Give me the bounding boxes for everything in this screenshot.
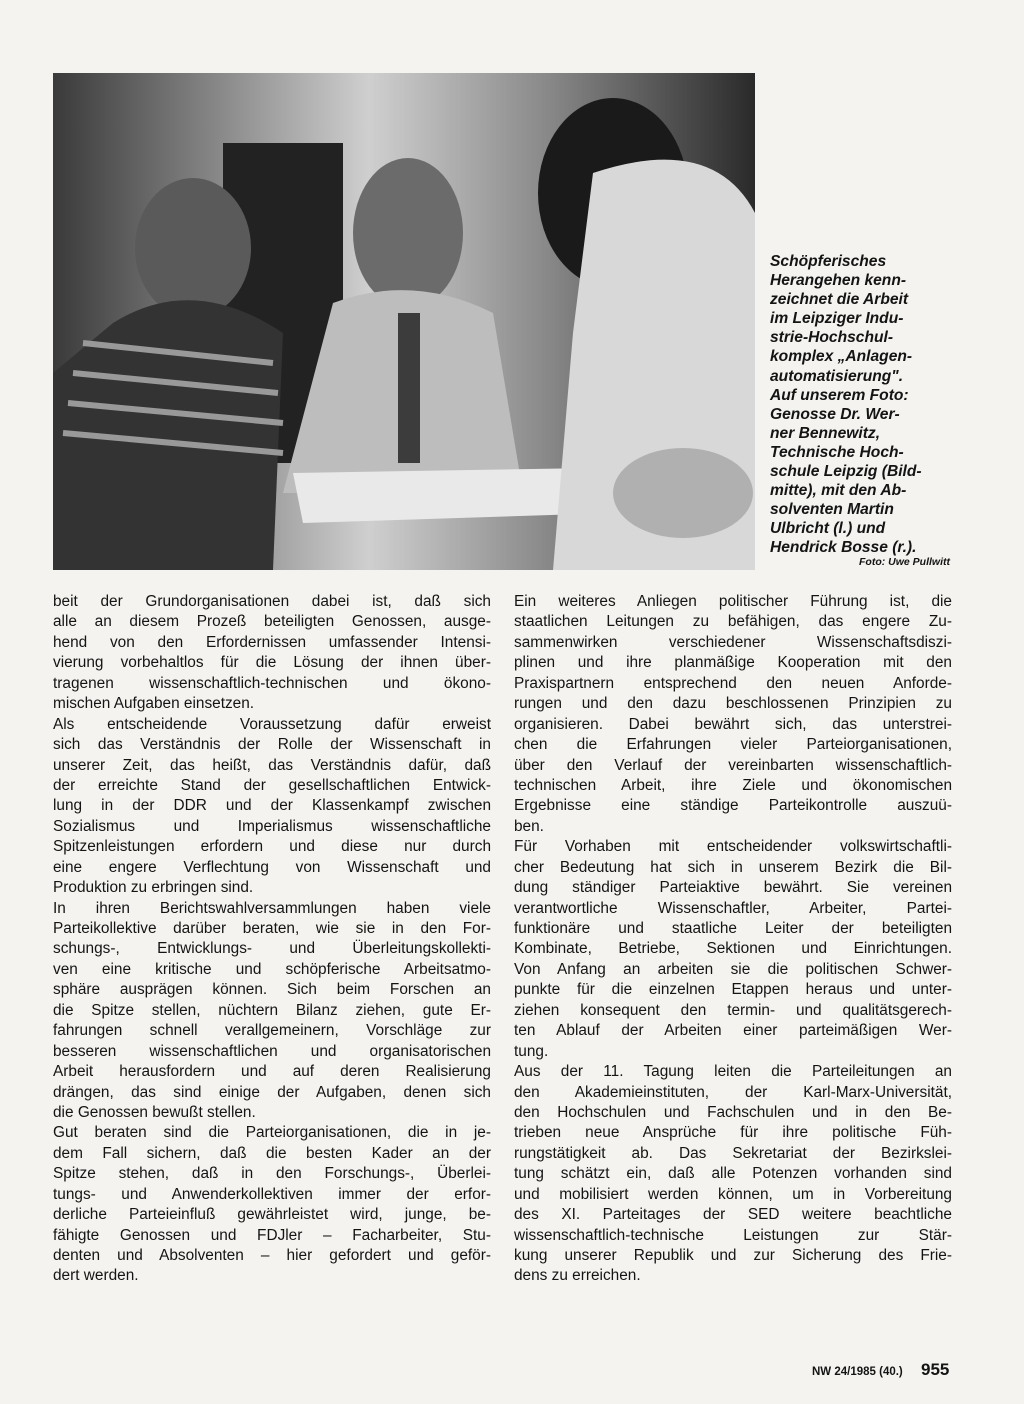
paragraph-line: staatlichen Leitungen zu befähigen, das engere Zu- bbox=[514, 613, 952, 631]
paragraph-line: vierung vorbehaltlos für die Lösung der ihnen über- bbox=[53, 654, 491, 672]
paragraph-line: tung. bbox=[514, 1042, 549, 1060]
paragraph-line: Produktion zu erbringen sind. bbox=[53, 879, 254, 897]
paragraph-line: sich das Verständnis der Rolle der Wissenschaft in bbox=[53, 736, 491, 754]
paragraph-line: organisieren. Dabei bewährt sich, das unterstrei- bbox=[514, 715, 952, 733]
paragraph-line: unserer Zeit, das heißt, das Verständnis dafür, daß bbox=[53, 756, 491, 774]
paragraph-line: kung unserer Republik und zur Sicherung des Frie- bbox=[514, 1247, 952, 1264]
paragraph-line: rungen und den dazu beschlossenen Prinzipien zu bbox=[514, 695, 952, 713]
paragraph-line: alle an diesem Prozeß beteiligten Genossen, ausge- bbox=[53, 613, 491, 631]
paragraph-line: fähigte Genossen und FDJler – Facharbeiter, Stu- bbox=[53, 1226, 491, 1244]
paragraph-line: punkte für die einzelnen Etappen heraus und unter- bbox=[514, 981, 952, 999]
paragraph-line: dem Fall sichern, daß die besten Kader an der bbox=[53, 1144, 491, 1162]
paragraph-line: Als entscheidende Voraussetzung dafür erweist bbox=[53, 715, 491, 733]
paragraph-line: die Spitze stellen, nüchtern Bilanz ziehen, gute Er- bbox=[53, 1001, 491, 1019]
caption-line: Herangehen kenn- bbox=[770, 272, 907, 290]
left-column-text bbox=[53, 592, 491, 1287]
paragraph-line: technischen Arbeit, ihre Ziele und ökonomischen bbox=[514, 776, 952, 794]
photo-three-men-at-desk bbox=[53, 73, 755, 570]
paragraph-line: chen die Erfahrungen vieler Parteiorganisationen, bbox=[514, 736, 952, 754]
paragraph-line: sphäre ausprägen können. Sich beim Forschen an bbox=[53, 981, 491, 999]
photo-credit: Foto: Uwe Pullwitt bbox=[859, 556, 950, 568]
caption-line: komplex „Anlagen- bbox=[770, 348, 913, 366]
paragraph-line: ten Ablauf der Arbeiten einer parteimäßigen Wer- bbox=[514, 1022, 952, 1040]
caption-line: im Leipziger Indu- bbox=[770, 310, 904, 328]
paragraph-line: Kombinate, Betriebe, Sektionen und Einrichtungen. bbox=[514, 940, 952, 958]
paragraph-line: rungstätigkeit ab. Das Sekretariat der Bezirkslei- bbox=[514, 1144, 952, 1162]
caption-line: Technische Hoch- bbox=[770, 443, 904, 461]
paragraph-line: Ergebnisse eine ständige Parteikontrolle auszuü- bbox=[514, 797, 952, 815]
caption-line: Ulbricht (l.) und bbox=[770, 520, 886, 538]
paragraph-line: Aus der 11. Tagung leiten die Parteileitungen an bbox=[514, 1063, 952, 1081]
paragraph-line: der erreichte Stand der gesellschaftlichen Entwick- bbox=[53, 776, 491, 794]
paragraph-line: Gut beraten sind die Parteiorganisationen, die in je- bbox=[53, 1124, 491, 1142]
paragraph-line: Arbeit herausfordern und auf deren Realisierung bbox=[53, 1063, 491, 1081]
paragraph-line: tungs- und Anwenderkollektiven immer der erfor- bbox=[53, 1185, 491, 1203]
paragraph-line: verantwortliche Wissenschaftler, Arbeiter, Partei- bbox=[514, 899, 952, 917]
paragraph-line: Spitzenleistungen erfordern und diese nur durch bbox=[53, 838, 491, 856]
paragraph-line: eine engere Verflechtung von Wissenschaft und bbox=[53, 858, 491, 876]
paragraph-line: ziehen konsequent den termin- und qualitätsgerech- bbox=[514, 1001, 952, 1019]
paragraph-line: den Akademieinstituten, der Karl-Marx-Universität, bbox=[514, 1083, 952, 1101]
caption-line: Auf unserem Foto: bbox=[770, 386, 909, 404]
paragraph-line: cher Bedeutung hat sich in unserem Bezirk die Bil- bbox=[514, 858, 952, 876]
paragraph-line: Praxispartnern entsprechend den neuen Anforde- bbox=[514, 674, 952, 692]
paragraph-line: den Hochschulen und Fachschulen und in den Be- bbox=[514, 1103, 952, 1121]
photo-caption bbox=[770, 252, 970, 558]
paragraph-line: wissenschaftlich-technische Leistungen zur Stär- bbox=[514, 1226, 952, 1244]
paragraph-line: ven eine kritische und schöpferische Arbeitsatmo- bbox=[53, 960, 491, 978]
paragraph-line: und mobilisiert werden können, um in Vorbereitung bbox=[514, 1185, 952, 1203]
issue-reference: NW 24/1985 (40.) bbox=[812, 1366, 903, 1378]
paragraph-line: ben. bbox=[514, 817, 544, 835]
paragraph-line: Ein weiteres Anliegen politischer Führung ist, die bbox=[514, 593, 952, 610]
paragraph-line: sammenwirken verschiedener Wissenschaftsdiszi- bbox=[514, 633, 952, 651]
paragraph-line: über den Verlauf der vereinbarten wissenschaftlich- bbox=[514, 756, 952, 774]
caption-line: mitte), mit den Ab- bbox=[770, 482, 907, 500]
paragraph-line: beit der Grundorganisationen dabei ist, daß sich bbox=[53, 593, 491, 610]
caption-line: zeichnet die Arbeit bbox=[770, 291, 909, 309]
paragraph-line: hend von den Erfordernissen umfassender Intensi- bbox=[53, 633, 491, 651]
paragraph-line: die Genossen bewußt stellen. bbox=[53, 1103, 256, 1121]
paragraph-line: funktionäre und staatliche Leiter der beteiligten bbox=[514, 920, 952, 937]
paragraph-line: fahrungen schnell verallgemeinern, Vorschläge zur bbox=[53, 1022, 491, 1040]
paragraph-line: des XI. Parteitages der SED weitere beachtliche bbox=[514, 1206, 952, 1224]
paragraph-line: denten und Absolventen – hier gefordert und geför- bbox=[53, 1247, 491, 1264]
paragraph-line: dert werden. bbox=[53, 1267, 139, 1285]
paragraph-line: dens zu erreichen. bbox=[514, 1267, 641, 1285]
caption-line: Schöpferisches bbox=[770, 253, 887, 270]
paragraph-line: In ihren Berichtswahlversammlungen haben viele bbox=[53, 899, 491, 917]
caption-line: ner Bennewitz, bbox=[770, 424, 881, 442]
paragraph-line: plinen und ihre planmäßige Kooperation mit den bbox=[514, 654, 952, 672]
paragraph-line: schungs-, Entwicklungs- und Überleitungskollekti- bbox=[53, 940, 491, 958]
paragraph-line: derliche Parteieinfluß gewährleistet wird, junge, be- bbox=[53, 1206, 491, 1224]
paragraph-line: Sozialismus und Imperialismus wissenschaftliche bbox=[53, 817, 491, 835]
right-column-text bbox=[514, 592, 952, 1287]
caption-line: strie-Hochschul- bbox=[770, 329, 894, 347]
paragraph-line: dung ständiger Parteiaktive bewährt. Sie vereinen bbox=[514, 879, 952, 897]
paragraph-line: drängen, das sind einige der Aufgaben, denen sich bbox=[53, 1083, 491, 1101]
caption-line: Genosse Dr. Wer- bbox=[770, 405, 900, 423]
page-number: 955 bbox=[921, 1360, 950, 1379]
paragraph-line: lung in der DDR und der Klassenkampf zwischen bbox=[53, 797, 491, 815]
paragraph-line: Für Vorhaben mit entscheidender volkswirtschaftli- bbox=[514, 838, 952, 856]
paragraph-line: mischen Aufgaben einsetzen. bbox=[53, 695, 255, 713]
paragraph-line: tragenen wissenschaftlich-technischen und ökono- bbox=[53, 674, 491, 692]
photo-illustration bbox=[53, 73, 755, 570]
paragraph-line: trieben neue Ansprüche für ihre politische Füh- bbox=[514, 1124, 952, 1142]
caption-line: Hendrick Bosse (r.). bbox=[770, 539, 917, 557]
paragraph-line: Spitze stehen, daß in den Forschungs-, Überlei- bbox=[53, 1165, 491, 1183]
caption-line: solventen Martin bbox=[770, 501, 894, 519]
caption-line: automatisierung". bbox=[770, 367, 904, 385]
caption-line: schule Leipzig (Bild- bbox=[770, 463, 922, 481]
paragraph-line: tung schätzt ein, daß alle Potenzen vorhanden sind bbox=[514, 1165, 952, 1183]
paragraph-line: besseren wissenschaftlichen und organisatorischen bbox=[53, 1042, 491, 1060]
paragraph-line: Von Anfang an arbeiten sie die politischen Schwer- bbox=[514, 960, 952, 978]
paragraph-line: Parteikollektive darüber beraten, wie sie in den For- bbox=[53, 920, 491, 937]
